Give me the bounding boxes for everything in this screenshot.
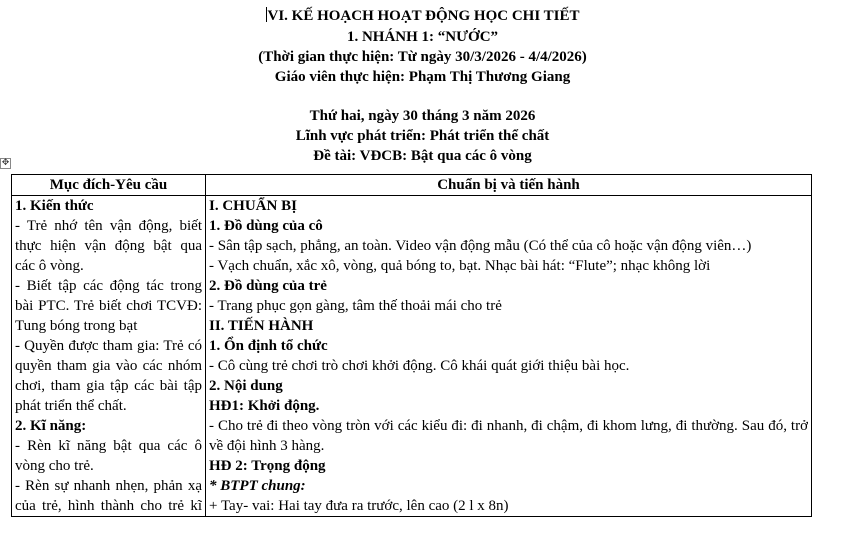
table-row [12, 196, 812, 517]
text-line: - Biết tập các động tác trong [15, 278, 202, 294]
text-line: thực hiện vận động bật qua [15, 238, 202, 254]
text-line: - Rèn sự nhanh nhẹn, phản xạ [15, 478, 202, 494]
text-line: chơi, tham gia tập các bài tập [15, 378, 202, 394]
branch-title: 1. NHÁNH 1: “NƯỚC” [346, 29, 499, 45]
col-header-preparation: Chuẩn bị và tiến hành [206, 175, 812, 196]
text-line: - Trẻ nhớ tên vận động, biết [15, 218, 202, 234]
title-text: VI. KẾ HOẠCH HOẠT ĐỘNG HỌC CHI TIẾT [267, 8, 580, 24]
text-line: 2. Kĩ năng: [15, 418, 87, 434]
text-line: HĐ1: Khởi động. [209, 398, 320, 414]
table-header-row [12, 175, 812, 196]
text-line: - Vạch chuẩn, xắc xô, vòng, quả bóng to, bạt. Nhạc bài hát: “Flute”; nhạc không lời [209, 258, 711, 274]
text-line: - Cô cùng trẻ chơi trò chơi khởi động. Cô khái quát giới thiệu bài học. [209, 358, 630, 374]
text-line: - Rèn kĩ năng bật qua các ô [15, 438, 202, 454]
text-line: 1. Kiến thức [15, 198, 94, 214]
section-title [0, 6, 845, 26]
objectives-cell[interactable] [12, 196, 206, 517]
text-line: II. TIẾN HÀNH [209, 318, 314, 334]
text-line: * BTPT chung: [209, 478, 306, 494]
text-line: về đội hình 3 hàng. [209, 438, 325, 454]
text-line: 2. Nội dung [209, 378, 283, 394]
lesson-date: Thứ hai, ngày 30 tháng 3 năm 2026 [309, 108, 536, 124]
text-line: + Tay- vai: Hai tay đưa ra trước, lên cao (2 l x 8n) [209, 498, 509, 514]
text-line: vòng cho trẻ. [15, 458, 94, 474]
text-line: 1. Ổn định tổ chức [209, 338, 328, 354]
text-line: I. CHUẨN BỊ [209, 198, 297, 214]
text-line: Tung bóng trong bạt [15, 318, 138, 334]
text-line: bài PTC. Trẻ biết chơi TCVĐ: [15, 298, 202, 314]
time-range: (Thời gian thực hiện: Từ ngày 30/3/2026 - 4/4/2026) [258, 49, 587, 65]
preparation-cell[interactable] [206, 196, 812, 517]
text-line: quyền tham gia vào các nhóm [15, 358, 202, 374]
text-line: - Trang phục gọn gàng, tâm thế thoải mái cho trẻ [209, 298, 502, 314]
table-move-handle-icon[interactable]: ✥ [1, 158, 10, 168]
text-line: 1. Đồ dùng của cô [209, 218, 323, 234]
text-line: phát triển thể chất. [15, 398, 127, 414]
lesson-plan-table [11, 174, 812, 517]
text-line: - Quyền được tham gia: Trẻ có [15, 338, 202, 354]
lesson-topic: Đề tài: VĐCB: Bật qua các ô vòng [313, 148, 532, 164]
text-line: - Cho trẻ đi theo vòng tròn với các kiểu đi: đi nhanh, đi chậm, đi khom lưng, đi thường. Sau đó, trở [209, 418, 808, 434]
text-line: 2. Đồ dùng của trẻ [209, 278, 327, 294]
text-line: - Sân tập sạch, phẳng, an toàn. Video vận động mẫu (Có thể của cô hoặc vận động viên…) [209, 238, 752, 254]
col-header-objectives: Mục đích-Yêu cầu [12, 175, 206, 196]
development-field: Lĩnh vực phát triển: Phát triển thể chất [295, 128, 550, 144]
text-line: các ô vòng. [15, 258, 84, 274]
text-cursor [266, 7, 267, 22]
text-line: HĐ 2: Trọng động [209, 458, 326, 474]
teacher-name: Giáo viên thực hiện: Phạm Thị Thương Giang [274, 69, 571, 85]
text-line: của trẻ, hình thành cho trẻ kĩ [15, 498, 202, 514]
